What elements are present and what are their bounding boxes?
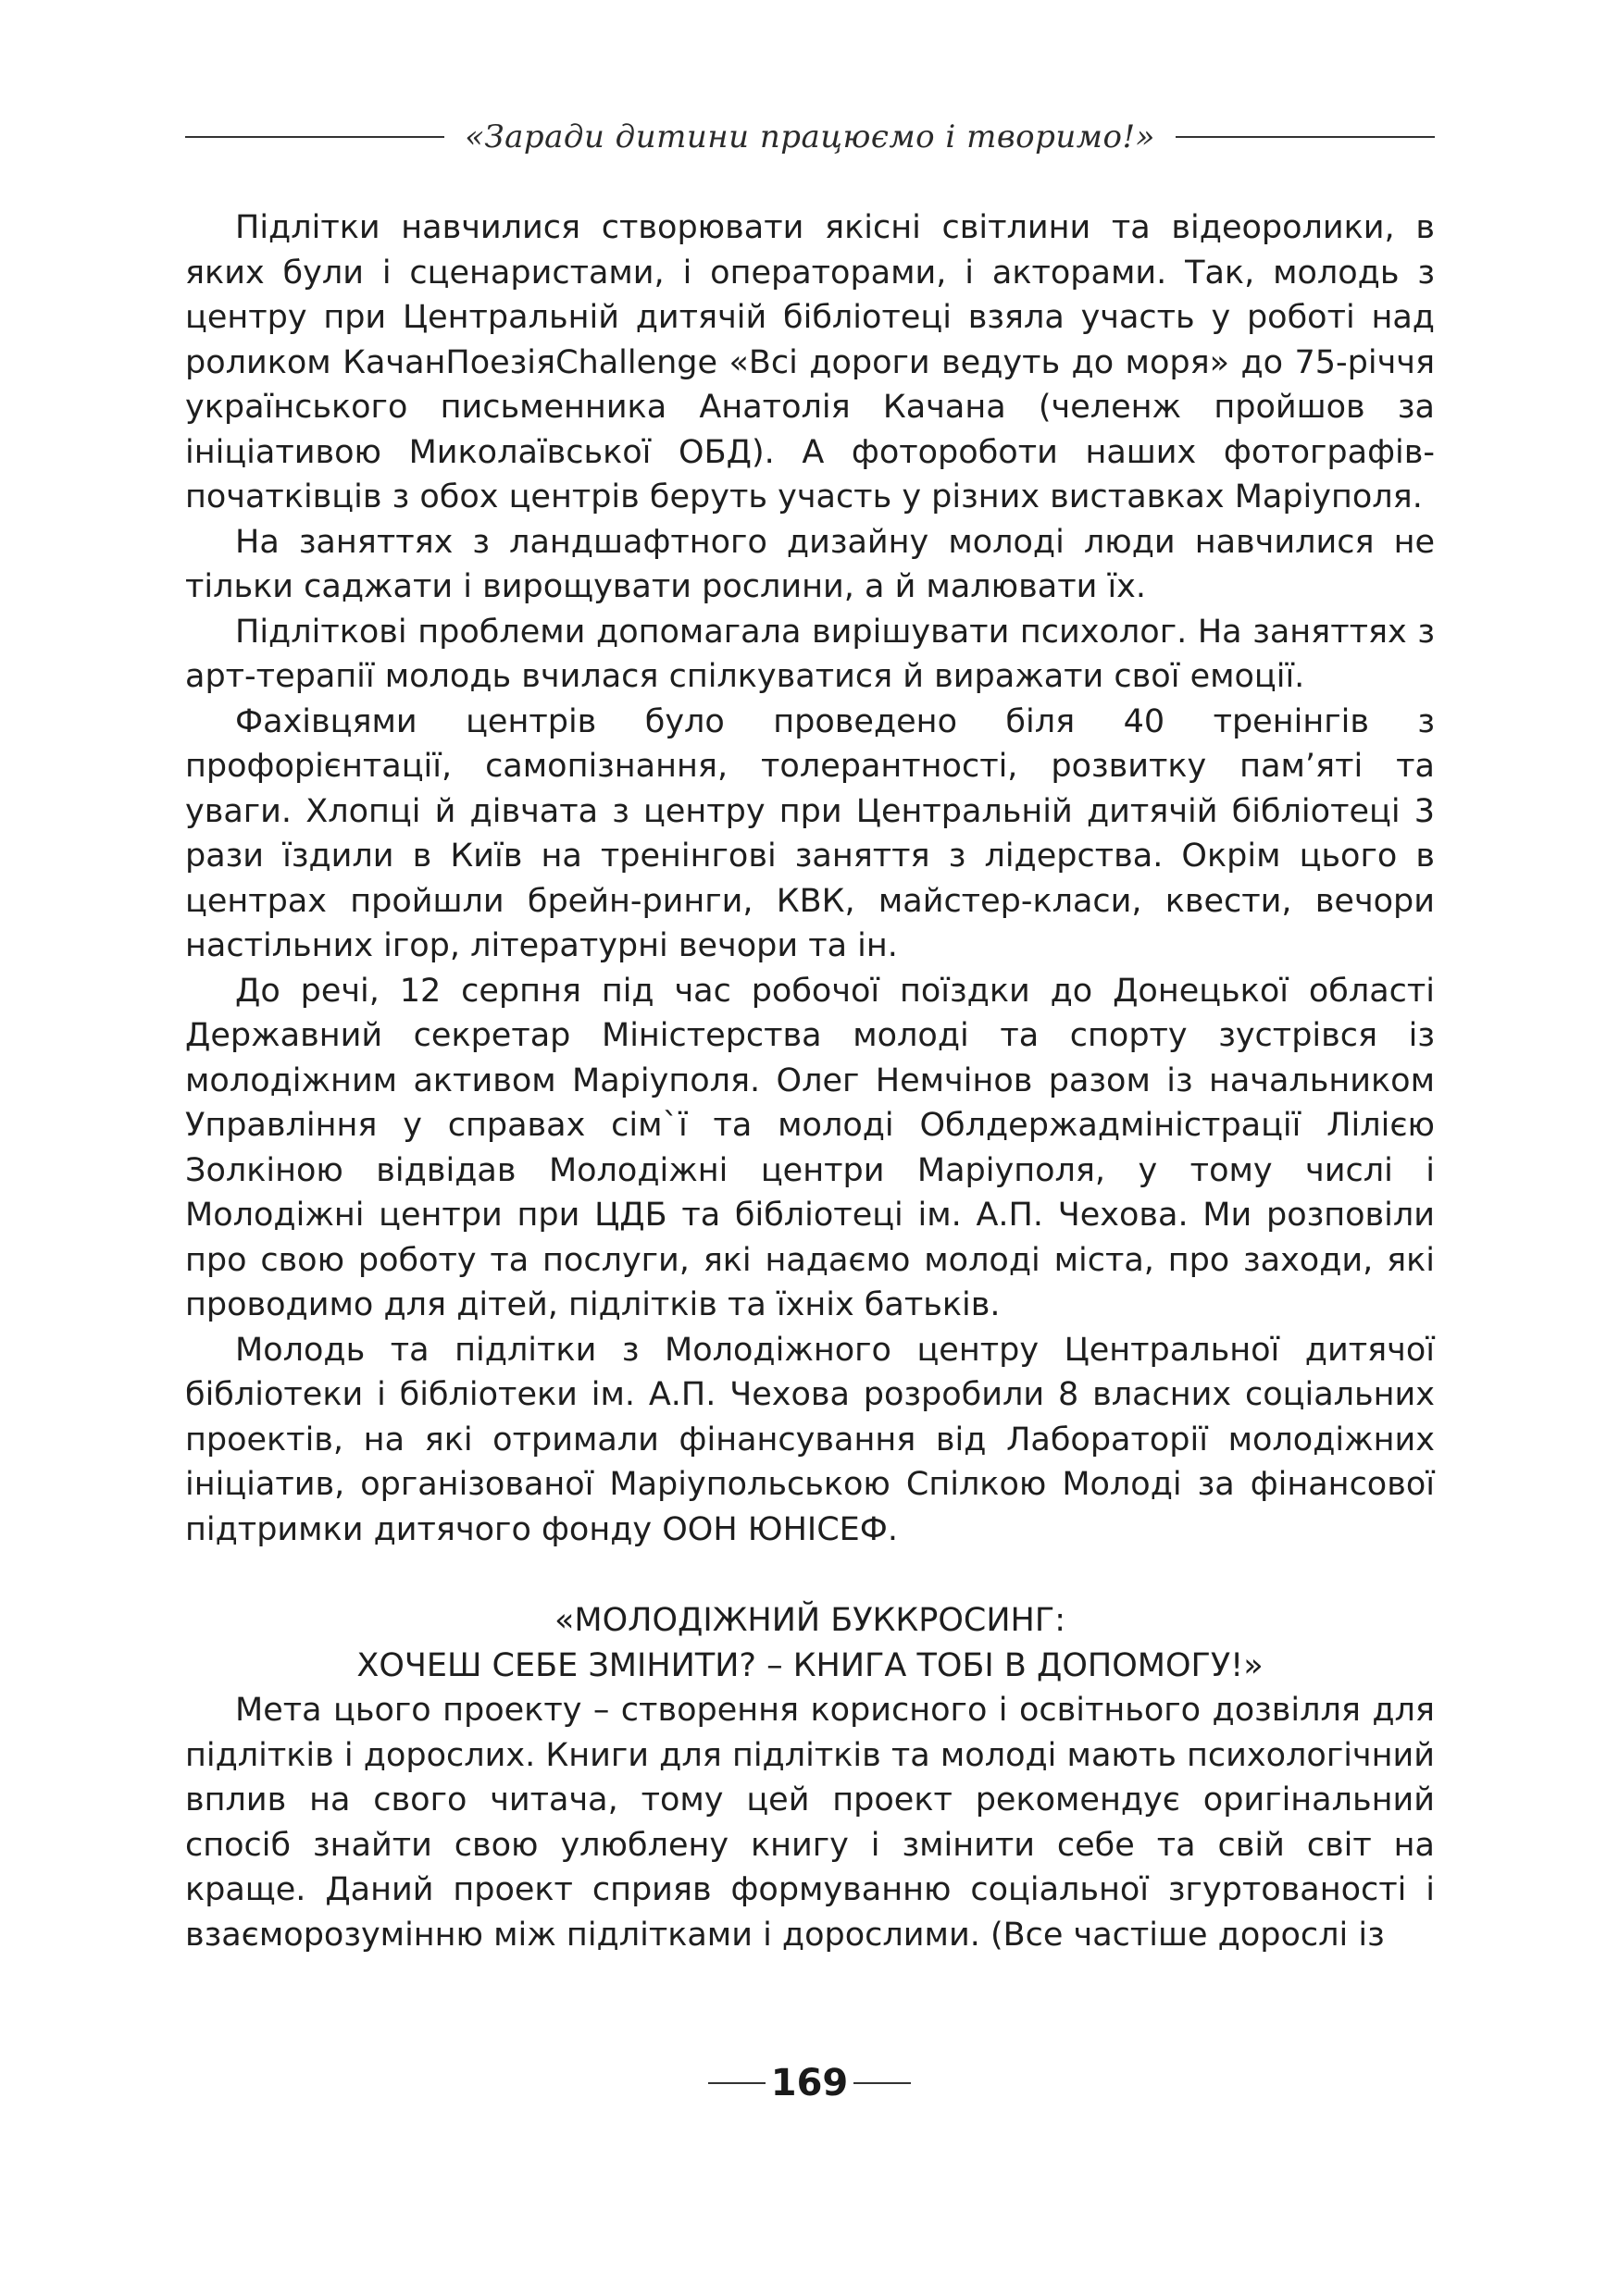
running-header-title: «Заради дитини працюємо і творимо!» (465, 118, 1155, 155)
paragraph: До речі, 12 серпня під час робочої поїздки до Донецької області Державний секретар Міністерства молоді та спорту зустрівся із молодіжним активом Маріуполя. Олег Немчінов разом із начальником Управління у справах сім`ї та молоді Облдержадміністрації Лілією Золкіною відвідав Молодіжні центри Маріуполя, у тому числі і Молодіжні центри при ЦДБ та бібліотеці ім. А.П. Чехова. Ми розповіли про свою роботу та послуги, які надаємо молоді міста, про заходи, які проводимо для дітей, підлітків та їхніх батьків. (185, 972, 1435, 1323)
paragraph: Молодь та підлітки з Молодіжного центру Центральної дитячої бібліотеки і бібліотеки ім. А.П. Чехова розробили 8 власних соціальних проектів, на які отримали фінансування від Лабораторії молодіжних ініціатив, організованої Маріупольською Спілкою Молоді за фінансової підтримки дитячого фонду ООН ЮНІСЕФ. (185, 1331, 1435, 1548)
running-header (185, 109, 1435, 165)
page-number: 169 (770, 2062, 849, 2104)
paragraph: Мета цього проекту – створення корисного і освітнього дозвілля для підлітків і дорослих. Книги для підлітків та молоді мають психологічний вплив на свого читача, тому цей проект рекомендує оригінальний спосіб знайти свою улюблену книгу і змінити себе та свій світ на краще. Даний проект сприяв формуванню соціальної згуртованості і взаєморозумінню між підлітками і дорослими. (Все частіше дорослі із (185, 1692, 1435, 1954)
page-footer (0, 2062, 1619, 2104)
paragraph: Підлітки навчилися створювати якісні світлини та відеоролики, в яких були і сценаристами, і операторами, і акторами. Так, молодь з центру при Центральній дитячій бібліотеці взяла участь у роботі над роликом КачанПоезіяChallenge «Всі дороги ведуть до моря» до 75-річчя українського письменника Анатолія Качана (челенж пройшов за ініціативою Миколаївської ОБД). А фотороботи наших фотографів-початківців з обох центрів беруть участь у різних виставках Маріуполя. (185, 209, 1435, 515)
footer-dash-right (853, 2082, 911, 2084)
section-heading-line-2: ХОЧЕШ СЕБЕ ЗМІНИТИ? – КНИГА ТОБІ В ДОПОМОГУ!» (356, 1646, 1264, 1684)
page-body (185, 205, 1435, 1957)
header-rule-left (185, 136, 444, 138)
paragraph: Підліткові проблеми допомагала вирішувати психолог. На заняттях з арт-терапії молодь вчилася спілкуватися й виражати свої емоції. (185, 613, 1435, 695)
footer-dash-left (708, 2082, 766, 2084)
section-heading (185, 1598, 1435, 1688)
paragraph: Фахівцями центрів було проведено біля 40 тренінгів з профорієнтації, самопізнання, толерантності, розвитку пам’яті та уваги. Хлопці й дівчата з центру при Центральній дитячій бібліотеці 3 рази їздили в Київ на тренінгові заняття з лідерства. Окрім цього в центрах пройшли брейн-ринги, КВК, майстер-класи, квести, вечори настільних ігор, літературні вечори та ін. (185, 702, 1435, 964)
paragraph: На заняттях з ландшафтного дизайну молоді люди навчилися не тільки саджати і вирощувати рослини, а й малювати їх. (185, 523, 1435, 605)
section-heading-line-1: «МОЛОДІЖНИЙ БУККРОСИНГ: (554, 1602, 1065, 1639)
header-rule-right (1176, 136, 1435, 138)
